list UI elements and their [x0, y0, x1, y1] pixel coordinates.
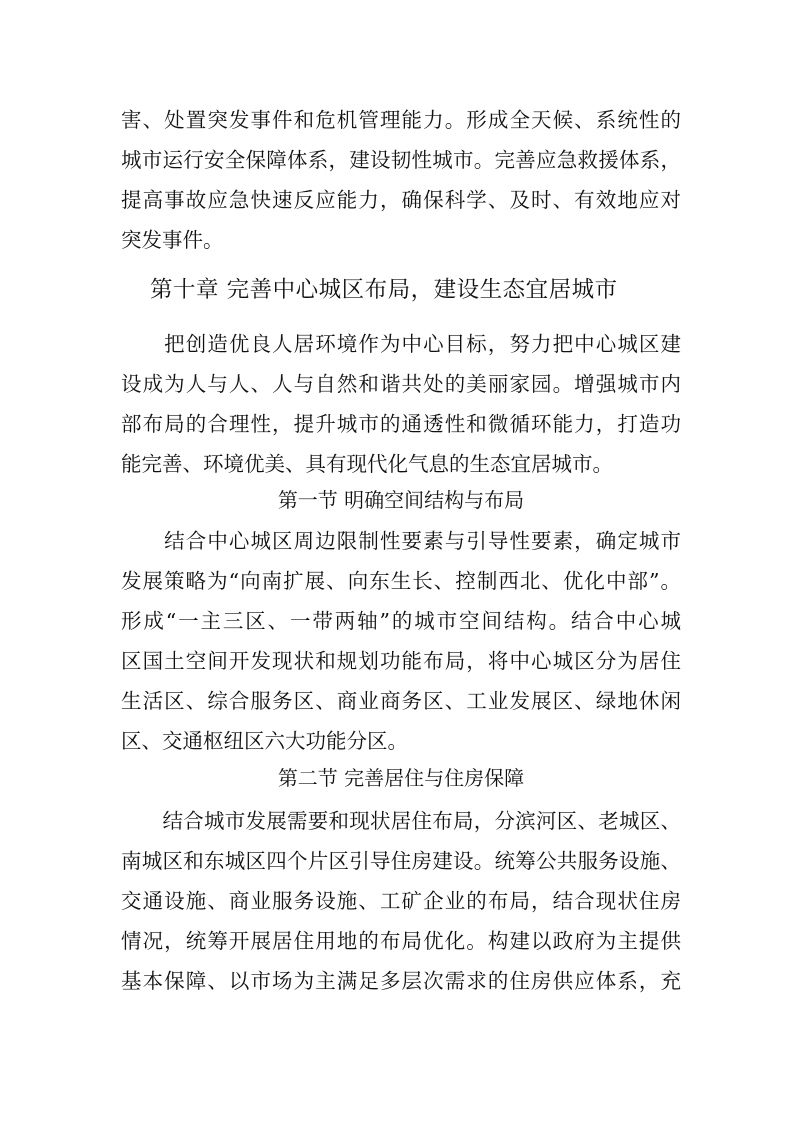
section-title: 第一节 明确空间结构与布局 — [277, 488, 525, 512]
paragraph-line: 设成为人与人、人与自然和谐共处的美丽家园。增强城市内 — [121, 372, 681, 396]
paragraph-line: 区国土空间开发现状和规划功能布局，将中心城区分为居住 — [121, 649, 681, 673]
section-title: 第二节 完善居住与住房保障 — [277, 766, 525, 790]
paragraph-line: 能完善、环境优美、具有现代化气息的生态宜居城市。 — [121, 452, 613, 476]
chapter-title: 第十章 完善中心城区布局，建设生态宜居城市 — [150, 277, 618, 303]
paragraph-line: 发展策略为“向南扩展、向东生长、控制西北、优化中部”。 — [121, 569, 681, 593]
paragraph-line: 交通设施、商业服务设施、工矿企业的布局，结合现状住房 — [121, 889, 681, 913]
paragraph-line: 南城区和东城区四个片区引导住房建设。统筹公共服务设施、 — [121, 849, 681, 873]
paragraph-line: 提高事故应急快速反应能力，确保科学、及时、有效地应对 — [121, 188, 681, 212]
paragraph-line: 结合中心城区周边限制性要素与引导性要素，确定城市 — [121, 529, 681, 553]
paragraph-line: 形成“一主三区、一带两轴”的城市空间结构。结合中心城 — [121, 609, 681, 633]
paragraph-line: 把创造优良人居环境作为中心目标，努力把中心城区建 — [121, 332, 681, 356]
paragraph-line: 部布局的合理性，提升城市的通透性和微循环能力，打造功 — [121, 412, 681, 436]
paragraph-line: 突发事件。 — [121, 228, 224, 252]
paragraph-line: 情况，统筹开展居住用地的布局优化。构建以政府为主提供 — [121, 929, 681, 953]
paragraph-line: 基本保障、以市场为主满足多层次需求的住房供应体系，充 — [121, 969, 681, 993]
paragraph-line: 区、交通枢纽区六大功能分区。 — [121, 729, 408, 753]
paragraph-line: 城市运行安全保障体系，建设韧性城市。完善应急救援体系， — [121, 148, 681, 172]
paragraph-line: 结合城市发展需要和现状居住布局，分滨河区、老城区、 — [121, 809, 681, 833]
paragraph-line: 生活区、综合服务区、商业商务区、工业发展区、绿地休闲 — [121, 689, 681, 713]
paragraph-line: 害、处置突发事件和危机管理能力。形成全天候、系统性的 — [121, 108, 681, 132]
